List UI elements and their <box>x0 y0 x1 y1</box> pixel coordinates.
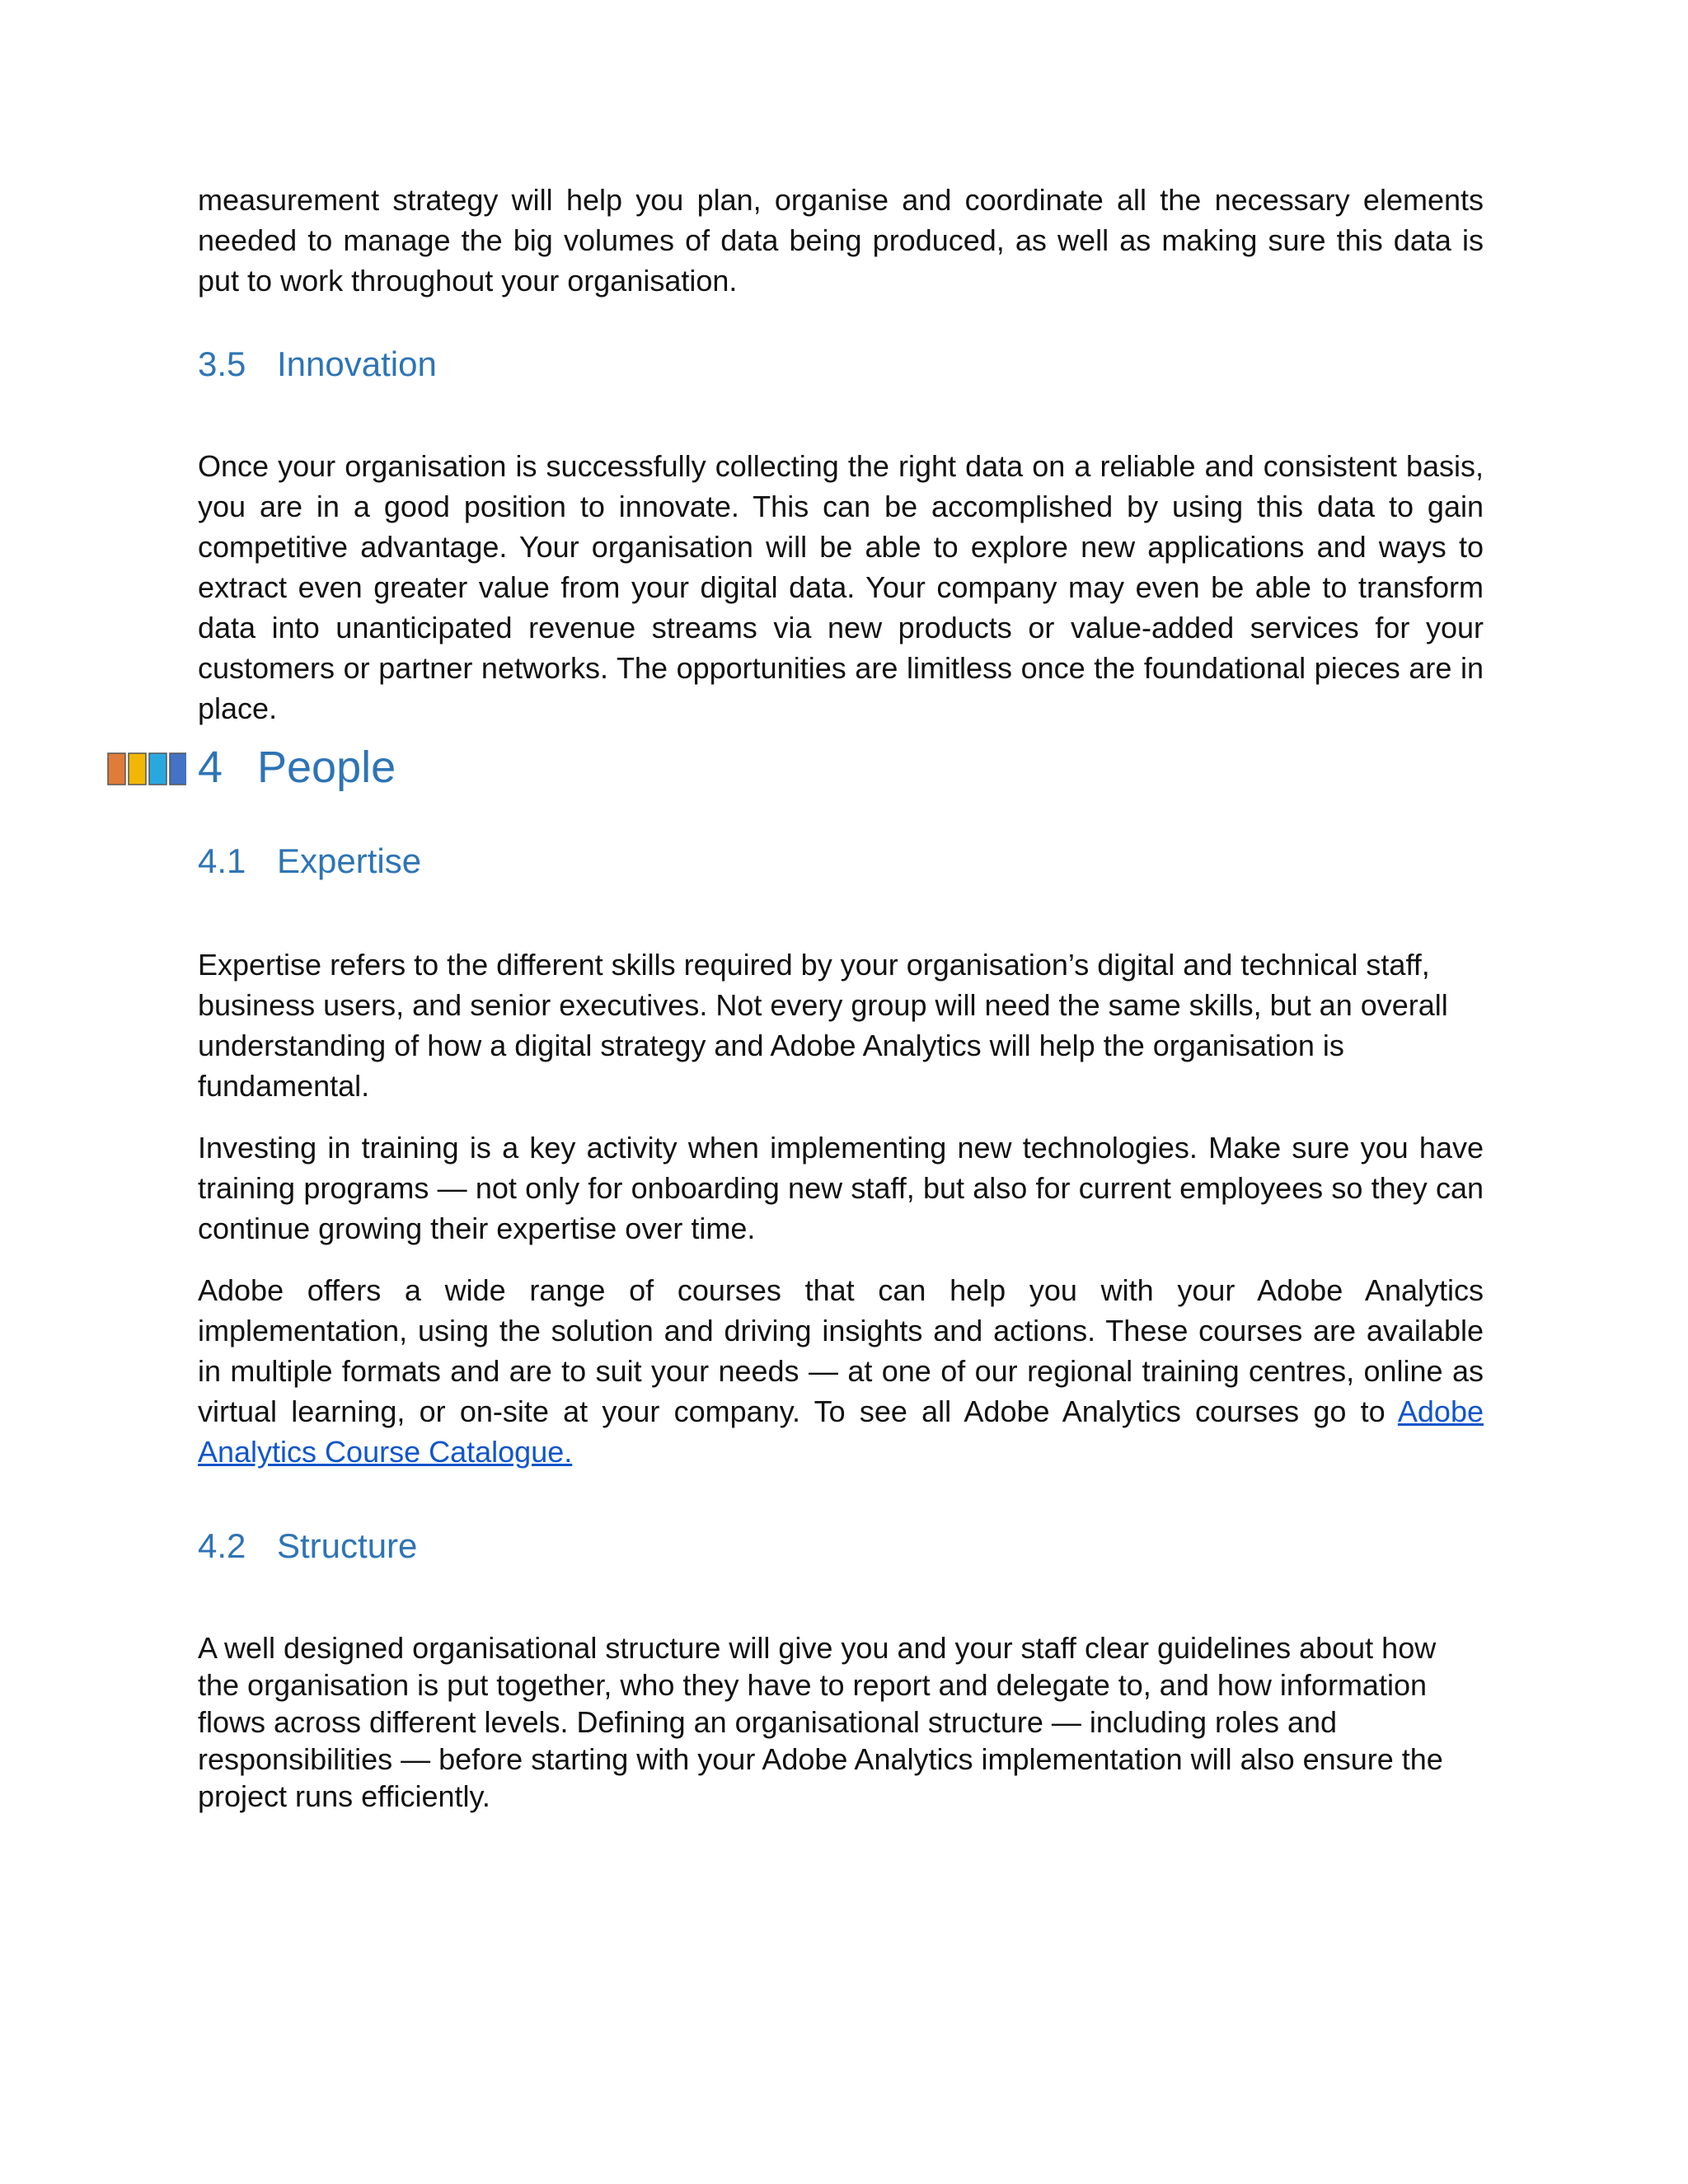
heading-4-1-title: Expertise <box>277 841 422 880</box>
heading-4-2-number: 4.2 <box>198 1526 246 1565</box>
color-bar-4 <box>170 753 186 785</box>
heading-4-title: People <box>257 743 396 792</box>
expertise-paragraph-3 <box>198 1270 1484 1472</box>
intro-paragraph: measurement strategy will help you plan, organise and coordinate all the necessary elements needed to manage the big volumes of data being produced, as well as making sure this data is put to work throughout your organisation. <box>198 183 1484 298</box>
heading-4-1 <box>198 841 1484 882</box>
heading-3-5 <box>198 344 1484 385</box>
expertise-paragraph-3-text: Adobe offers a wide range of courses that can help you with your Adobe Analytics implementation, using the solution and driving insights and actions. These courses are available in multiple formats and are to suit your needs — at one of our regional training centres, online as virtual learning, or on-site at your company. To see all Adobe Analytics courses go to <box>198 1273 1484 1428</box>
page-content <box>198 180 1484 1815</box>
innovation-paragraph: Once your organisation is successfully collecting the right data on a reliable and consistent basis, you are in a good position to innovate. This can be accomplished by using this data to gain competitive advantage. Your organisation will be able to explore new applications and ways to extract even greater value from your digital data. Your company may even be able to transform data into unanticipated revenue streams via new products or value-added services for your customers or partner networks. The opportunities are limitless once the foundational pieces are in place. <box>198 449 1484 725</box>
heading-4-2-title: Structure <box>277 1526 418 1565</box>
heading-4-2 <box>198 1526 1484 1567</box>
heading-4-number: 4 <box>198 743 223 792</box>
color-bar-1 <box>108 753 125 785</box>
heading-3-5-title: Innovation <box>277 344 437 383</box>
color-bars-icon <box>107 752 186 785</box>
course-catalogue-link[interactable]: Adobe Analytics Course Catalogue. <box>198 1394 1484 1469</box>
color-bar-2 <box>129 753 146 785</box>
expertise-paragraph-1: Expertise refers to the different skills required by your organisation’s digital and technical staff, business users, and senior executives. Not every group will need the same skills, but an overall understanding of how a digital strategy and Adobe Analytics will help the organisation is fundamental. <box>198 948 1448 1103</box>
color-bar-3 <box>149 753 166 785</box>
heading-4-1-number: 4.1 <box>198 841 246 880</box>
structure-paragraph: A well designed organisational structure will give you and your staff clear guidelines about how the organisation is put together, who they have to report and delegate to, and how information flows across different levels. Defining an organisational structure — including roles and responsibilities — before starting with your Adobe Analytics implementation will also ensure the project runs efficiently. <box>198 1631 1443 1813</box>
expertise-paragraph-2: Investing in training is a key activity when implementing new technologies. Make sure you have training programs — not only for onboarding new staff, but also for current employees so they can continue growing their expertise over time. <box>198 1131 1484 1245</box>
heading-3-5-number: 3.5 <box>198 344 246 383</box>
heading-4 <box>198 741 1484 794</box>
